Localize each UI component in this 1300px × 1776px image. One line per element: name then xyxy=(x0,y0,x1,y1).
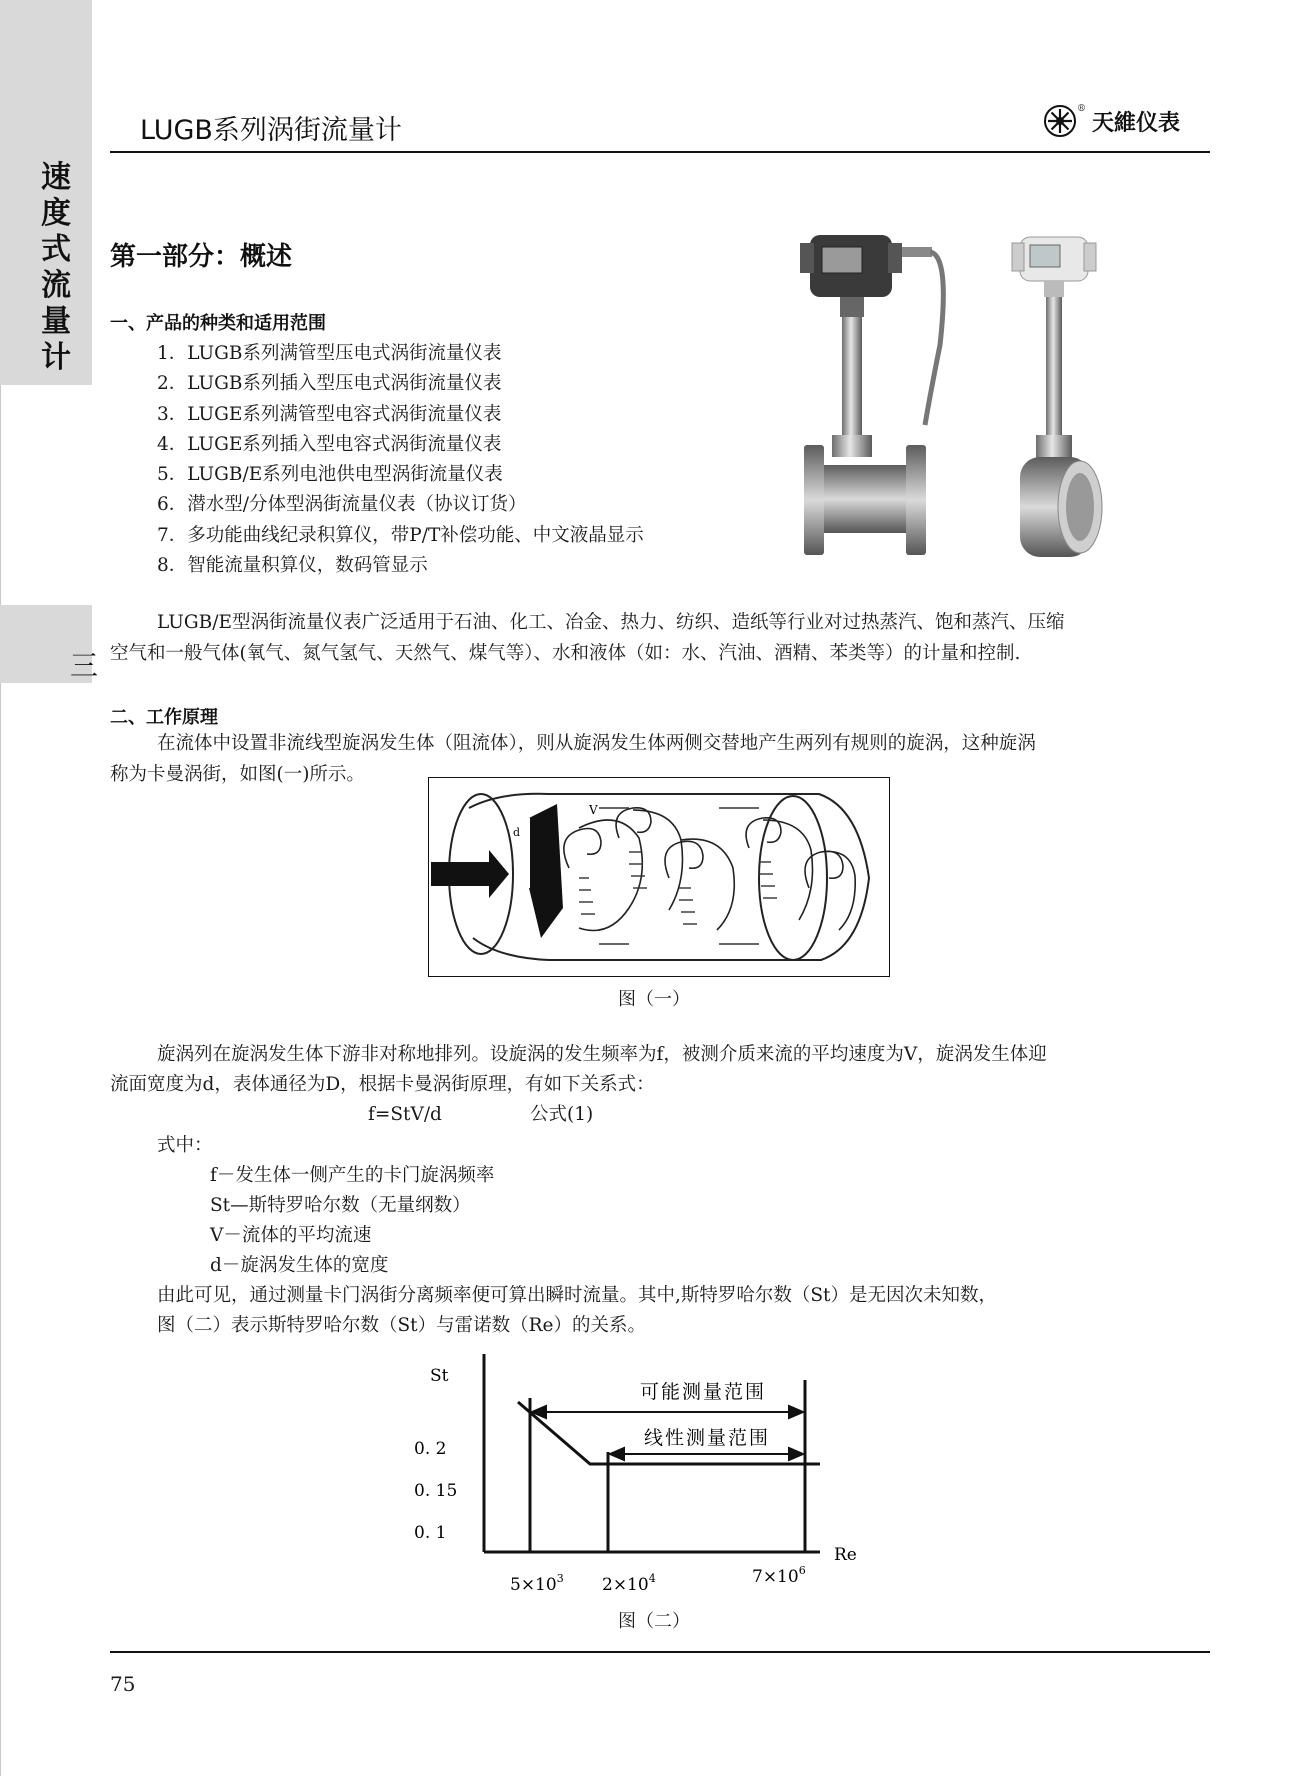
product-photos xyxy=(780,225,1150,565)
list-item: 8．智能流量积算仪，数码管显示 xyxy=(157,555,428,577)
section2-heading: 二、工作原理 xyxy=(110,707,218,728)
conclusion-line-1: 由此可见，通过测量卡门涡街分离频率便可算出瞬时流量。其中,斯特罗哈尔数（St）是无因次未知数， xyxy=(157,1285,997,1306)
chapter-char: 式 xyxy=(41,232,71,267)
section-marker: 三 xyxy=(70,649,99,682)
product-list xyxy=(157,339,644,581)
list-item: 5．LUGB/E系列电池供电型涡街流量仪表 xyxy=(157,464,503,486)
brand-logo xyxy=(1043,104,1180,138)
brand-name: 天維仪表 xyxy=(1092,109,1181,136)
chapter-char: 流 xyxy=(41,268,71,303)
arrow-head-icon xyxy=(789,1448,803,1460)
velocity-label: V xyxy=(589,803,598,817)
list-item: 7．多功能曲线纪录积算仪，带P/T补偿功能、中文液晶显示 xyxy=(157,524,644,546)
x-tick-label: $7\times 10^6$ xyxy=(752,1564,806,1587)
list-item: 1．LUGB系列满管型压电式涡街流量仪表 xyxy=(157,343,502,364)
page-header-title: LUGB系列涡街流量计 xyxy=(140,115,402,146)
x-tick-label: $5\times 10^3$ xyxy=(510,1572,564,1595)
principle-line-1: 在流体中设置非流线型旋涡发生体（阻流体），则从旋涡发生体两侧交替地产生两列有规则的旋涡，这种旋涡 xyxy=(157,733,1036,754)
list-item: 4．LUGE系列插入型电容式涡街流量仪表 xyxy=(157,433,502,455)
section1-heading: 一、产品的种类和适用范围 xyxy=(110,313,326,334)
application-line-1: LUGB/E型涡街流量仪表广泛适用于石油、化工、冶金、热力、纺织、造纸等行业对过热蒸汽、饱和蒸汽、压缩 xyxy=(157,612,1065,633)
principle-line-2: 称为卡曼涡街，如图(一)所示。 xyxy=(110,764,365,785)
x-tick-label: $2\times 10^4$ xyxy=(602,1572,656,1595)
definition-item: V－流体的平均流速 xyxy=(210,1225,372,1246)
definition-item: St—斯特罗哈尔数（无量纲数） xyxy=(210,1195,471,1216)
chapter-char: 速 xyxy=(41,160,71,195)
width-label: d xyxy=(513,826,521,839)
part-title: 第一部分：概述 xyxy=(110,242,293,272)
chapter-char: 量 xyxy=(41,304,71,339)
arrow-head-icon xyxy=(610,1448,624,1460)
where-label: 式中： xyxy=(157,1135,213,1156)
list-item: 6．潜水型/分体型涡街流量仪表（协议订货） xyxy=(157,494,527,516)
footer-rule xyxy=(110,1651,1210,1653)
brand-emblem-icon xyxy=(1043,104,1077,138)
figure-2-caption: 图（二） xyxy=(618,1611,690,1632)
definition-item: d－旋涡发生体的宽度 xyxy=(210,1255,389,1276)
definition-item: f－发生体一侧产生的卡门旋涡频率 xyxy=(210,1165,495,1186)
y-tick-label: 0. 15 xyxy=(414,1481,458,1501)
chapter-tab-label xyxy=(36,160,76,376)
linear-range-label: 线性测量范围 xyxy=(644,1427,771,1449)
list-item: 2．LUGB系列插入型压电式涡街流量仪表 xyxy=(157,373,502,395)
chapter-char: 度 xyxy=(41,196,71,231)
conclusion-line-2: 图（二）表示斯特罗哈尔数（St）与雷诺数（Re）的关系。 xyxy=(157,1315,646,1336)
flowmeter-full-pipe-photo xyxy=(800,235,943,555)
vortex-line-2: 流面宽度为d，表体通径为D，根据卡曼涡街原理，有如下关系式： xyxy=(110,1074,655,1095)
chapter-char: 计 xyxy=(41,340,71,375)
flowmeter-wafer-photo xyxy=(1012,237,1102,557)
st-re-chart xyxy=(400,1350,870,1610)
application-line-2: 空气和一般气体(氧气、氮气氢气、天然气、煤气等）、水和液体（如：水、汽油、酒精、苯类等）的计量和控制. xyxy=(110,643,1021,664)
vortex-line-1: 旋涡列在旋涡发生体下游非对称地排列。设旋涡的发生频率为f，被测介质来流的平均速度为V，旋涡发生体迎 xyxy=(157,1044,1047,1065)
y-tick-label: 0. 2 xyxy=(414,1439,447,1459)
figure-1-caption: 图（一） xyxy=(618,989,690,1010)
figure-1-frame xyxy=(428,777,890,977)
formula: f=StV/d xyxy=(368,1104,442,1125)
list-item: 3．LUGE系列满管型电容式涡街流量仪表 xyxy=(157,403,502,425)
formula-label: 公式(1) xyxy=(530,1104,594,1125)
karman-vortex-diagram xyxy=(429,778,889,976)
y-tick-label: 0. 1 xyxy=(414,1523,447,1543)
page-number: 75 xyxy=(110,1672,136,1696)
registered-mark-icon: ® xyxy=(1077,104,1086,114)
possible-range-label: 可能测量范围 xyxy=(640,1381,767,1403)
header-rule xyxy=(110,151,1210,153)
x-axis-label: Re xyxy=(834,1545,857,1565)
y-axis-label: St xyxy=(430,1366,449,1386)
arrow-head-icon xyxy=(789,1406,803,1418)
